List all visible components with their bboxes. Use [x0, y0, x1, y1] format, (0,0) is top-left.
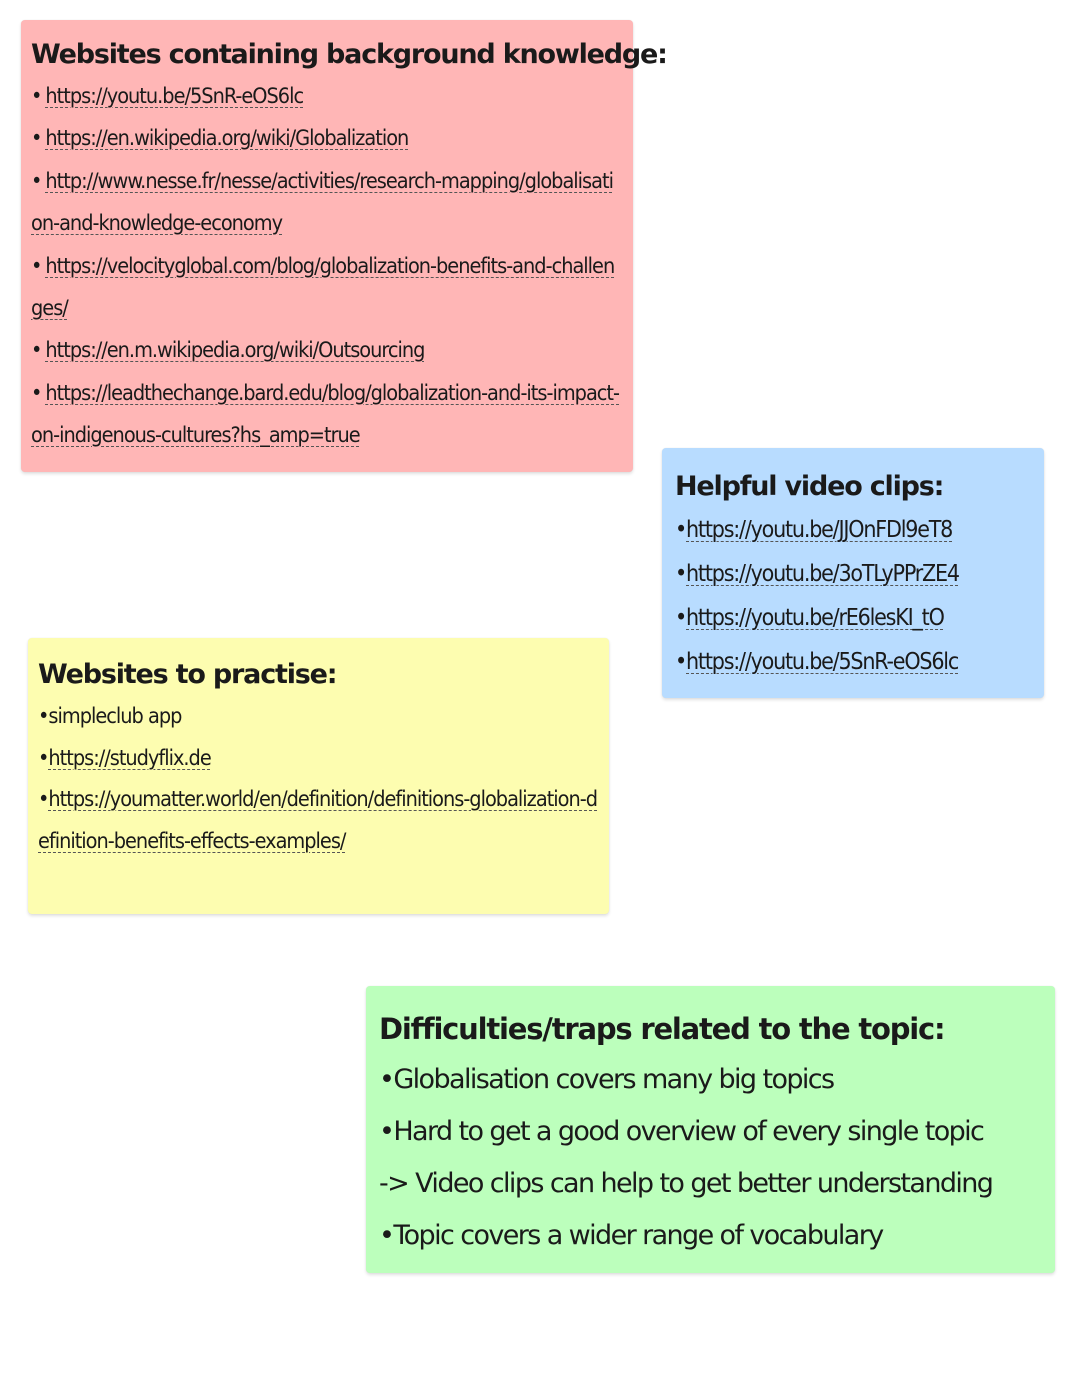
- link-video-1[interactable]: https://youtu.be/JJOnFDl9eT8: [686, 517, 953, 543]
- list-item: •Globalisation covers many big topics: [379, 1064, 834, 1095]
- bullet: •: [31, 338, 42, 364]
- video-clips-note: [662, 448, 1044, 698]
- link-youmatter[interactable]: https://youmatter.world/en/definition/definitions-globalization-definition-benefits-effects-examples/: [38, 787, 598, 854]
- bullet: •: [31, 253, 42, 279]
- link-velocityglobal-blog[interactable]: https://velocityglobal.com/blog/globalization-benefits-and-challenges/: [31, 253, 615, 322]
- list-item: -> Video clips can help to get better understanding: [379, 1168, 993, 1199]
- list-item: [31, 373, 623, 458]
- list-item: [31, 118, 623, 160]
- video-clips-list: [675, 508, 1034, 684]
- link-nesse-research[interactable]: http://www.nesse.fr/nesse/activities/research-mapping/globalisation-and-knowledge-economy: [31, 168, 613, 237]
- link-leadthechange-blog[interactable]: https://leadthechange.bard.edu/blog/globalization-and-its-impact-on-indigenous-cultures?hs_amp=true: [31, 380, 619, 449]
- background-knowledge-note: [21, 20, 667, 472]
- bullet: •: [38, 745, 49, 771]
- bullet: •: [31, 380, 42, 406]
- list-item: [31, 161, 623, 246]
- list-item: [31, 246, 623, 331]
- link-video-2[interactable]: https://youtu.be/3oTLyPPrZE4: [686, 561, 959, 587]
- background-knowledge-heading: Websites containing background knowledge:: [31, 39, 667, 70]
- practise-websites-note: [28, 638, 609, 914]
- link-wikipedia-outsourcing[interactable]: https://en.m.wikipedia.org/wiki/Outsourcing: [45, 338, 425, 364]
- bullet: •: [675, 517, 687, 543]
- link-video-3[interactable]: https://youtu.be/rE6lesKI_tO: [686, 605, 944, 631]
- list-item: [38, 696, 599, 738]
- link-studyflix[interactable]: https://studyflix.de: [48, 745, 211, 771]
- bullet: •: [675, 649, 687, 675]
- difficulties-heading: Difficulties/traps related to the topic:: [379, 1012, 945, 1046]
- list-item: •Topic covers a wider range of vocabulary: [379, 1220, 883, 1251]
- practise-websites-heading: Websites to practise:: [38, 659, 337, 690]
- video-clips-heading: Helpful video clips:: [675, 471, 944, 502]
- simpleclub-text: simpleclub app: [48, 704, 182, 729]
- list-item: •Hard to get a good overview of every single topic: [379, 1116, 984, 1147]
- bullet: •: [38, 787, 49, 812]
- link-wikipedia-globalization[interactable]: https://en.wikipedia.org/wiki/Globalization: [45, 126, 409, 152]
- bullet: •: [675, 561, 687, 587]
- bullet: •: [675, 605, 687, 631]
- link-video-4[interactable]: https://youtu.be/5SnR-eOS6lc: [686, 649, 959, 675]
- bullet: •: [31, 168, 42, 194]
- difficulties-note: [366, 986, 1055, 1273]
- link-youtube-5snr[interactable]: https://youtu.be/5SnR-eOS6lc: [45, 84, 304, 109]
- list-item: [675, 596, 1034, 640]
- list-item: [38, 738, 599, 780]
- list-item: [31, 330, 623, 372]
- list-item: [38, 779, 599, 862]
- bullet: •: [38, 704, 49, 729]
- list-item: [675, 552, 1034, 596]
- list-item: [675, 640, 1034, 684]
- list-item: [31, 76, 623, 118]
- background-knowledge-list: [31, 76, 623, 458]
- practise-websites-list: [38, 696, 599, 862]
- list-item: [675, 508, 1034, 552]
- bullet: •: [31, 84, 42, 109]
- bullet: •: [31, 126, 42, 152]
- difficulties-list: [379, 1054, 1045, 1262]
